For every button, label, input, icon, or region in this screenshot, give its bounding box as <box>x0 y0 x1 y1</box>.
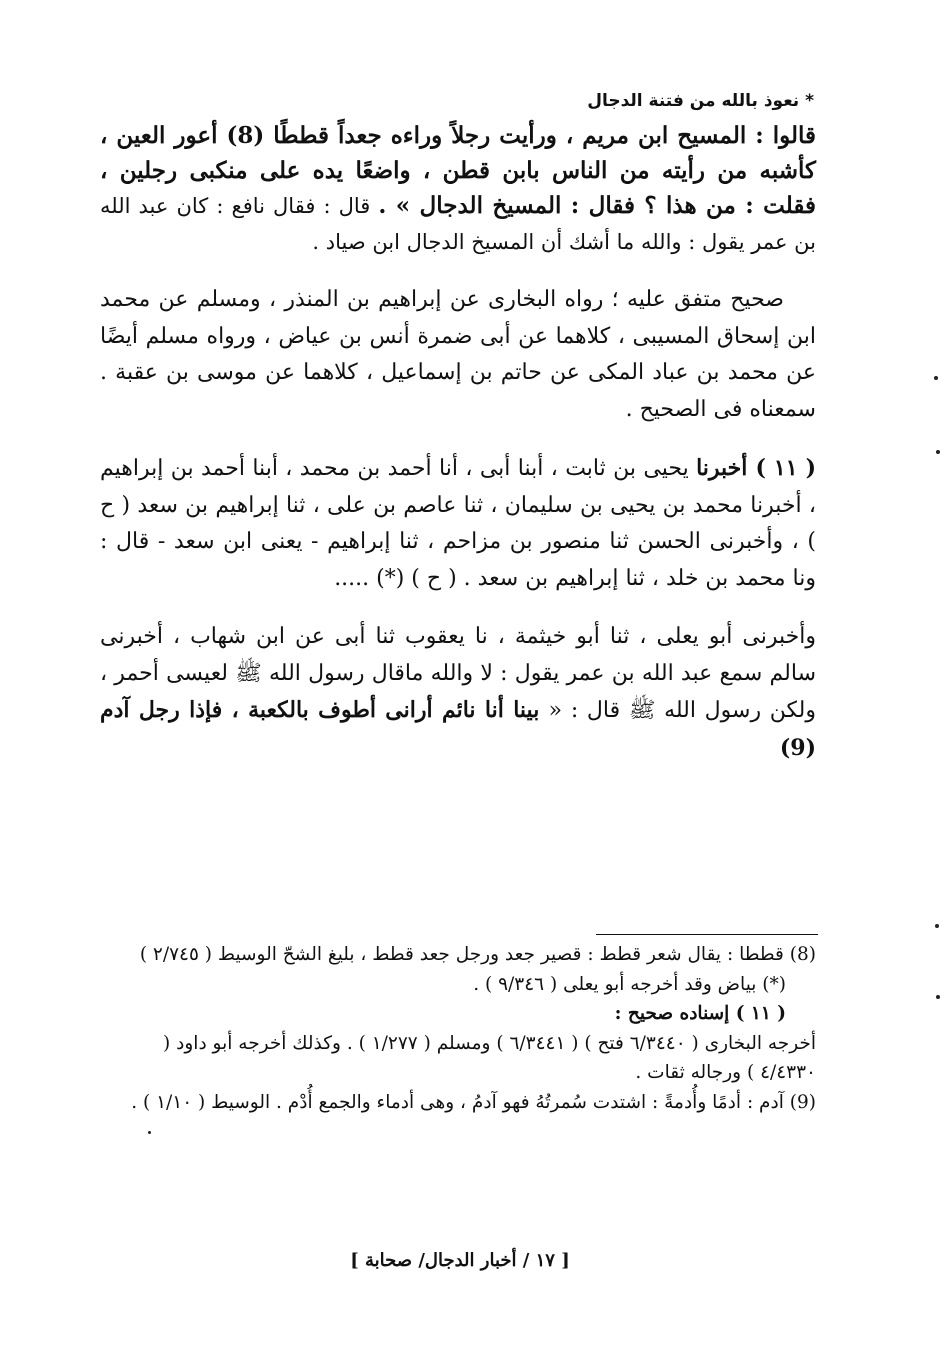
hadith-text-bold: قالوا : المسيح ابن مريم ، ورأيت رجلاً وراءه جعداً قططًا (8) أعور العين ، كأشبه من رأيته من الناس بابن قطن ، واضعًا يده على منكبى رجلين ، فقلت : من هذا ؟ فقال : المسيخ الدجال » . <box>100 122 816 219</box>
hadith-text-normal: قال : فقال نافع : كان عبد الله بن عمر يقول : والله ما أشك أن المسيخ الدجال ابن صياد . <box>100 194 816 254</box>
hadith-matn-bold: بينا أنا نائم أرانى أطوف بالكعبة ، فإذا رجل آدم (9) <box>100 697 816 761</box>
footnotes <box>110 940 816 1117</box>
footnote-separator <box>596 934 818 935</box>
footnote-9: (9) آدم : أدمًا وأُدمةً : اشتدت سُمرتُهُ فهو آدمُ ، وهى أدماء والجمع أُدْم . الوسيط ( ١/١٠ ) . <box>131 1091 816 1113</box>
paragraph-hadith-end <box>100 118 816 260</box>
paragraph-isnad-11 <box>100 450 816 597</box>
margin-dot <box>148 1131 151 1134</box>
margin-dot <box>935 924 939 928</box>
footnote-11-title: ( ١١ ) إسناده صحيح : <box>614 1003 786 1024</box>
isnad-lead: ( ١١ ) أخبرنا <box>696 455 817 481</box>
margin-dot <box>936 450 940 454</box>
margin-dot <box>934 376 938 380</box>
footnote-star: (*) بياض وقد أخرجه أبو يعلى ( ٩/٣٤٦ ) . <box>473 973 786 995</box>
margin-dot <box>936 995 940 999</box>
footnote-11-body: أخرجه البخارى ( ٦/٣٤٤٠ فتح ) ( ٦/٣٤٤١ ) ومسلم ( ١/٢٧٧ ) . وكذلك أخرجه أبو داود ( ٤/٤٣٣٠ ) ورجاله ثقات . <box>163 1032 816 1083</box>
page-footer: [ ١٧ / أخبار الدجال/ صحابة ] <box>350 1250 570 1271</box>
isnad-text: يحيى بن ثابت ، أبنا أبى ، أنا أحمد بن محمد ، أبنا أحمد بن إبراهيم ، أخبرنا محمد بن يحيى بن سليمان ، ثنا عاصم بن على ، ثنا إبراهيم بن سعد ( ح ) ، وأخبرنى الحسن ثنا منصور بن مزاحم ، ثنا إبراهيم - يعنى ابن سعد - قال : ونا محمد بن خلد ، ثنا إبراهيم بن سعد . ( ح ) (*) ..... <box>100 456 816 591</box>
running-head: * نعوذ بالله من فتنة الدجال <box>587 91 814 111</box>
paragraph-hadith-start <box>100 619 816 767</box>
footnote-8: (8) قططا : يقال شعر قطط : قصير جعد ورجل جعد قطط ، بليغ الشحّ الوسيط ( ٢/٧٤٥ ) <box>139 944 816 965</box>
paragraph-takhrij: صحيح متفق عليه ؛ رواه البخارى عن إبراهيم بن المنذر ، ومسلم عن محمد ابن إسحاق المسيبى ، كلاهما عن أبى ضمرة أنس بن عياض ، ورواه مسلم أيضًا عن محمد بن عباد المكى عن حاتم بن إسماعيل ، كلاهما عن موسى بن عقبة . سمعناه فى الصحيح . <box>100 287 816 422</box>
hadith-intro-text: وأخبرنى أبو يعلى ، ثنا أبو خيثمة ، نا يعقوب ثنا أبى عن ابن شهاب ، أخبرنى سالم سمع عبد الله بن عمر يقول : لا والله ماقال رسول الله ﷺ لعيسى أحمر ، ولكن رسول الله ﷺ قال : « <box>100 624 816 723</box>
main-text <box>100 88 816 767</box>
